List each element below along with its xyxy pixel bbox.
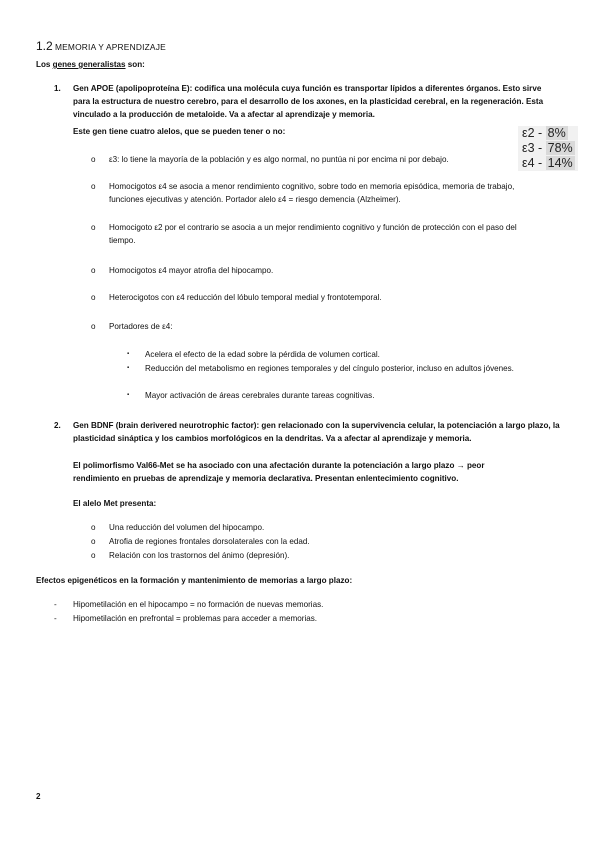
- section-title: MEMORIA Y APRENDIZAJE: [54, 42, 166, 52]
- section-number: 1.2: [36, 39, 53, 53]
- val66met-paragraph: El polimorfismo Val66-Met se ha asociado con una afectación durante la potenciación a largo plazo → peor rendimiento en pruebas de aprendizaje y memoria declarativa. Presentan enlentecimiento cognitivo.: [73, 461, 485, 483]
- dash-bullet-icon: -: [54, 600, 57, 609]
- square-bullet-icon: ▪: [127, 365, 130, 371]
- section-heading: [36, 40, 166, 54]
- page-number: 2: [36, 792, 41, 801]
- intro-line: [36, 58, 145, 71]
- circle-bullet-icon: o: [91, 223, 96, 232]
- circle-bullet-icon: o: [91, 322, 96, 331]
- document-page: 1.2 MEMORIA Y APRENDIZAJE Los genes generalistas son: 1. Gen APOE (apolipoproteína E): codifica una molécula cuya función es transportar lípidos a diferentes órganos. Esto sirve para la estructura de nuestro cerebro, para el desarrollo de los axones, en la plasticidad cerebral, en la regeneración. Esta vinculado a la producción de metaloide. Va a afectar al aprendizaje y memoria. Este gen tiene cuatro alelos, que se pueden tener o no: ε2 - 8% ε3 - 78% ε4 - 14% o ε3: lo tiene la mayoría de la población y es algo normal, no puntúa ni por encima ni por debajo. o Homocigotos ε4 se asocia a menor rendimiento cognitivo, sobre todo en memoria episódica, memoria de trabajo, funciones ejecutivas y atención. Portador alelo ε4 = riesgo demencia (Alzheimer). o Homocigoto ε2 por el contrario se asocia a un mejor rendimiento cognitivo y función de protección con el paso del tiempo. o Homocigotos ε4 mayor atrofia del hipocampo. o Heterocigotos con ε4 reducción del lóbulo temporal medial y frontotemporal. o Portadores de ε4: ▪ Acelera el efecto de la edad sobre la pérdida de volumen cortical. ▪ Reducción del metabolismo en regiones temporales y del cíngulo posterior, incluso en adultos jóvenes. ▪ Mayor activación de áreas cerebrales durante tareas cognitivas. 2. Gen BDNF (brain derivered neurotrophic factor): gen relacionado con la supervivencia celular, la potenciación a largo plazo, la plasticidad sináptica y los cambios morfológicos en la dendritas. Va a afectar al aprendizaje y memoria. El polimorfismo Val66-Met se ha asociado con una afectación durante la potenciación a largo plazo → peor rendimiento en pruebas de aprendizaje y memoria declarativa. Presentan enlentecimiento cognitivo. El alelo Met presenta: o Una reducción del volumen del hipocampo. o Atrofia de regiones frontales dorsolaterales con la edad. o Relación con los trastornos del ánimo (depresión). Efectos epigenéticos en la formación y mantenimiento de memorias a largo plazo: - Hipometilación en el hipocampo = no formación de nuevas memorias. - Hipometilación en prefrontal = problemas para acceder a memorias. 2: [0, 0, 599, 848]
- met-allele-intro: El alelo Met presenta:: [73, 499, 157, 508]
- apoe-paragraph: Gen APOE (apolipoproteína E): codifica una molécula cuya función es transportar lípidos a diferentes órganos. Esto sirve para la estructura de nuestro cerebro, para el desarrollo de los axones, en la plasticidad cerebral, en la regeneración. Esta vinculado a la producción de metaloide. Va a afectar al aprendizaje y memoria.: [73, 84, 544, 119]
- dash-bullet-icon: -: [54, 614, 57, 623]
- allele-row-e4: ε4 - 14%: [522, 156, 573, 170]
- allele-row-e3: ε3 - 78%: [522, 141, 573, 155]
- circle-bullet-icon: o: [91, 182, 96, 191]
- circle-bullet-icon: o: [91, 551, 96, 560]
- circle-bullet-icon: o: [91, 537, 96, 546]
- allele-row-e2: ε2 - 8%: [522, 126, 566, 140]
- intro-prefix: Los: [36, 60, 53, 69]
- circle-bullet-icon: o: [91, 266, 96, 275]
- circle-bullet-icon: o: [91, 155, 96, 164]
- circle-bullet-icon: o: [91, 523, 96, 532]
- square-bullet-icon: ▪: [127, 392, 130, 398]
- epigenetic-heading: Efectos epigenéticos en la formación y mantenimiento de memorias a largo plazo:: [36, 576, 353, 585]
- intro-suffix: son:: [125, 60, 145, 69]
- bdnf-paragraph: Gen BDNF (brain derivered neurotrophic factor): gen relacionado con la supervivencia celular, la potenciación a largo plazo, la plasticidad sináptica y los cambios morfológicos en la dendritas. Va a afectar al aprendizaje y memoria.: [73, 421, 560, 443]
- circle-bullet-icon: o: [91, 293, 96, 302]
- apoe-alleles-intro: Este gen tiene cuatro alelos, que se pueden tener o no:: [73, 127, 286, 136]
- intro-underlined-term: genes generalistas: [52, 60, 126, 69]
- list-number-2: 2.: [54, 421, 61, 430]
- allele-frequency-box: [518, 126, 578, 171]
- list-number-1: 1.: [54, 84, 61, 93]
- square-bullet-icon: ▪: [127, 351, 130, 357]
